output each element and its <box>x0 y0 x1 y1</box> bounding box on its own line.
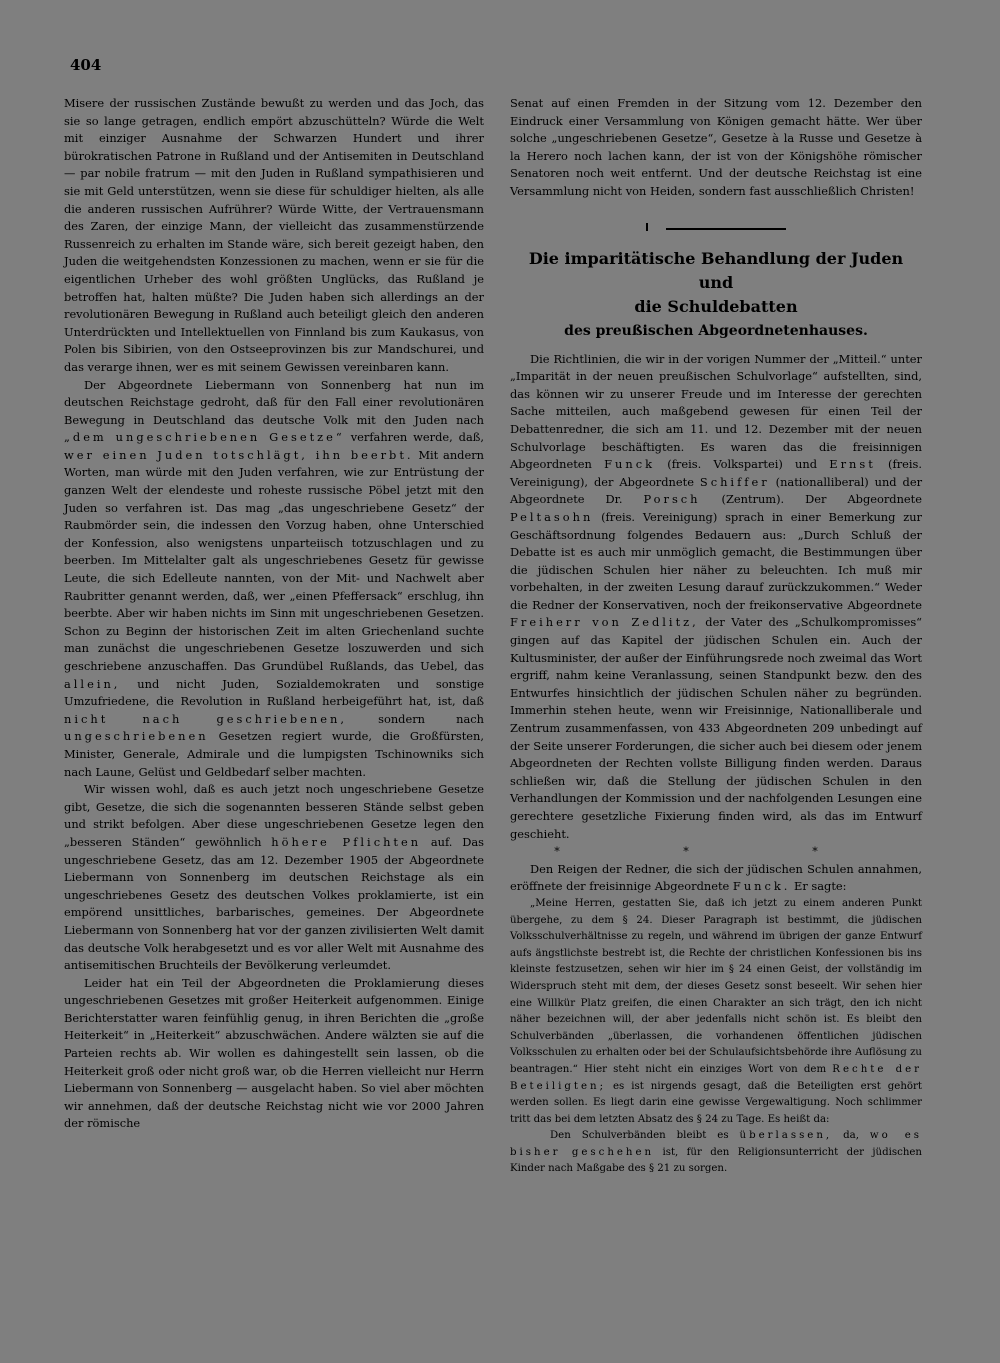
article-heading: Die imparitätische Behandlung der Juden und <box>528 248 904 292</box>
paragraph: Senat auf einen Fremden in der Sitzung vom 12. Dezember den Eindruck einer Versammlung von Königen gemacht hätte. Wer über solche „ungeschriebenen Gesetze“, Gesetze à la Russe und Gesetze à la Herero noch lachen kann, der ist von der Königshöhe römischer Senatoren noch weit entfernt. Und der deutsche Reichstag ist eine Versammlung nicht von Heiden, sondern fast ausschließlich Christen! <box>510 96 922 198</box>
paragraph: „Meine Herren, gestatten Sie, daß ich jetzt zu einem anderen Punkt übergehe, zu dem § 24. Dieser Paragraph ist bestimmt, die jüdischen Volksschulverhältnisse zu regeln, und während im übrigen der ganze Entwurf aufs ängstlichste bestrebt ist, die Rechte der christlichen Konfessionen bis ins kleinste festzusetzen, sehen wir hier im § 24 einen Geist, der vollständig im Widerspruch steht mit dem, der dieses Gesetz sonst beseelt. Wir sehen hier eine Willkür Platz greifen, die einen Charakter an sich trägt, den ich nicht näher bezeichnen will, der aber jedenfalls nicht schön ist. Es bleibt den Schulverbänden „überlassen, die vorhandenen öffentlichen jüdischen Volksschulen zu erhalten oder bei der Schulaufsichtsbehörde ihre Auflösung zu beantragen.“ Hier steht nicht ein einziges Wort von dem Rechte der Beteiligten; es ist nirgends gesagt, daß die Beteiligten erst gehört werden sollen. Es liegt darin eine gewisse Vergewaltigung. Noch schlimmer tritt das bei dem letzten Absatz des § 24 zu Tage. Es heißt da: <box>510 897 922 1125</box>
article-heading: die Schuldebatten <box>634 296 798 316</box>
paragraph: Den Schulverbänden bleibt es überlassen, da, wo es bisher geschehen ist, für den Religionsunterricht der jüdischen Kinder nach Maßgabe des § 21 zu sorgen. <box>510 1130 922 1175</box>
section-divider <box>646 223 786 231</box>
paragraph: Misere der russischen Zustände bewußt zu werden und das Joch, das sie so lange getragen, endlich empört abzuschütteln? Würde die Welt mit einziger Ausnahme der Schwarzen Hundert und ihrer bürokratischen Patrone in Rußland und der Antisemiten in Deutschland — par nobile fratrum — mit den Juden in Rußland sympathisieren und sie mit Geld unterstützen, wenn sie diese für schuldiger hielten, als alle die anderen russischen Aufrührer? Würde Witte, der Vertrauensmann des Zaren, der einzige Mann, der vielleicht das zusammenstürzende Russenreich zu erhalten im Stande wäre, sich bereit gezeigt haben, den Juden die weitgehendsten Konzessionen zu machen, wenn er sie für die eigentlichen Urheber des wohl größten Unglücks, das Rußland je betroffen hat, halten müßte? Die Juden haben sich allerdings an der revolutionären Bewegung in Rußland auch beteiligt gleich den anderen Unterdrückten und Intellektuellen von Finnland bis zum Kaukasus, von Polen bis Sibirien, von den Ostseeprovinzen bis zur Mandschurei, und das verarge ihnen, wer es mit seinem Gewissen vereinbaren kann. <box>64 96 484 374</box>
section-stars: * * * <box>554 845 878 859</box>
quotation <box>510 896 922 1178</box>
paragraph: Die Richtlinien, die wir in der vorigen Nummer der „Mitteil.“ unter „Imparität in der neuen preußischen Schulvorlage“ aufstellten, sind, das können wir zu unserer Freude und im Interesse der gerechten Sache mitteilen, auch maßgebend gewesen für einen Teil der Debattenredner, die sich am 11. und 12. Dezember mit der neuen Schulvorlage beschäftigten. Es waren das die freisinnigen Abgeordneten Funck (freis. Volkspartei) und Ernst (freis. Vereinigung), der Abgeordnete Schiffer (nationalliberal) und der Abgeordnete Dr. Porsch (Zentrum). Der Abgeordnete Peltasohn (freis. Vereinigung) sprach in einer Bemerkung zur Geschäftsordnung folgendes Bedauern aus: „Durch Schluß der Debatte ist es auch mir unmöglich gemacht, die Bestimmungen über die jüdischen Schulen hier näher zu beleuchten. Ich muß mir vorbehalten, in der zweiten Lesung darauf zurückzukommen.“ Weder die Redner der Konservativen, noch der freikonservative Abgeordnete Freiherr von Zedlitz, der Vater des „Schulkompromisses“ gingen auf das Kapitel der jüdischen Schulen ein. Auch der Kultusminister, der außer der Einführungsrede noch zweimal das Wort ergriff, nahm keine Veranlassung, seinen Standpunkt bezw. den des Entwurfes hinsichtlich der jüdischen Schulen näher zu begründen. Immerhin stehen heute, wenn wir Freisinnige, Nationalliberale und Zentrum zusammenfassen, von 433 Abgeordneten 209 unbedingt auf der Seite unserer Forderungen, die sicher auch bei diesem oder jenem Abgeordneten der Rechten vollste Billigung finden werden. Daraus schließen wir, daß die Stellung der jüdischen Schulen in den Verhandlungen der Kommission und der nachfolgenden Lesungen eine gerechtere gesetzliche Fixierung finden wird, als das im Entwurf geschieht. <box>510 351 923 841</box>
paragraph: Wir wissen wohl, daß es auch jetzt noch ungeschriebene Gesetze gibt, Gesetze, die sich die sogenannten besseren Stände selbst geben und strikt befolgen. Aber diese ungeschriebenen Gesetze legen den „besseren Ständen“ gewöhnlich höhere Pflichten auf. Das ungeschriebene Gesetz, das am 12. Dezember 1905 der Abgeordnete Liebermann von Sonnenberg im deutschen Reichstage als ein ungeschriebenes Gesetz des deutschen Volkes proklamierte, ist ein empörend unsittliches, barbarisches, gemeines. Der Abgeordnete Liebermann von Sonnenberg hat vor der ganzen zivilisierten Welt damit das deutsche Volk herabgesetzt und es vor aller Welt mit Ausnahme des antisemitischen Bruchteils der Bevölkerung verleumdet. <box>64 782 484 973</box>
article-heading: des preußischen Abgeordnetenhauses. <box>564 322 868 339</box>
left-column <box>64 95 484 1133</box>
paragraph: Den Reigen der Redner, die sich der jüdischen Schulen annahmen, eröffnete der freisinnige Abgeordnete Funck. Er sagte: <box>510 861 922 894</box>
page-number: 404 <box>70 56 102 74</box>
paragraph: Der Abgeordnete Liebermann von Sonnenberg hat nun im deutschen Reichstage gedroht, daß für den Fall einer revolutionären Bewegung in Deutschland das deutsche Volk mit den Juden nach „dem ungeschriebenen Gesetze“ verfahren werde, daß, wer einen Juden totschlägt, ihn beerbt. Mit andern Worten, man würde mit den Juden verfahren, wie zur Entrüstung der ganzen Welt der elendeste und roheste russische Pöbel jetzt mit den Juden so verfahren ist. Das mag „das ungeschriebene Gesetz“ der Raubmörder sein, die indessen den Vorzug haben, ohne Unterschied der Konfession, also wenigstens unparteiisch totzuschlagen und zu beerben. Im Mittelalter galt als ungeschriebenes Gesetz für gewisse Leute, die sich Edelleute nannten, von der Mit- und Nachwelt aber Raubritter genannt werden, daß, wer „einen Pfeffersack“ erschlug, ihn beerbte. Aber wir haben nichts im Sinn mit ungeschriebenen Gesetzen. Schon zu Beginn der historischen Zeit im alten Griechenland suchte man zunächst die ungeschriebenen Gesetze loszuwerden und sich geschriebene anzuschaffen. Das Grundübel Rußlands, das Uebel, das allein, und nicht Juden, Sozialdemokraten und sonstige Umzufriedene, die Revolution in Rußland herbeigeführt hat, ist, daß nicht nach geschriebenen, sondern nach ungeschriebenen Gesetzen regiert wurde, die Großfürsten, Minister, Generale, Admirale und die lumpigsten Tschinowniks sich nach Laune, Gelüst und Geldbedarf selber machten. <box>64 377 485 779</box>
right-column <box>510 95 922 1178</box>
paragraph: Leider hat ein Teil der Abgeordneten die Proklamierung dieses ungeschriebenen Gesetzes mit großer Heiterkeit aufgenommen. Einige Berichterstatter waren feinfühlig genug, in ihren Berichten die „große Heiterkeit“ in „Heiterkeit“ abzuschwächen. Andere wälzten sie auf die Parteien rechts ab. Wir wollen es dahingestellt sein lassen, ob die Heiterkeit groß oder nicht groß war, ob die Herren vielleicht nur Herrn Liebermann von Sonnenberg — ausgelacht haben. So viel aber möchten wir annehmen, daß der deutsche Reichstag nicht wie vor 2000 Jahren der römische <box>64 975 484 1131</box>
